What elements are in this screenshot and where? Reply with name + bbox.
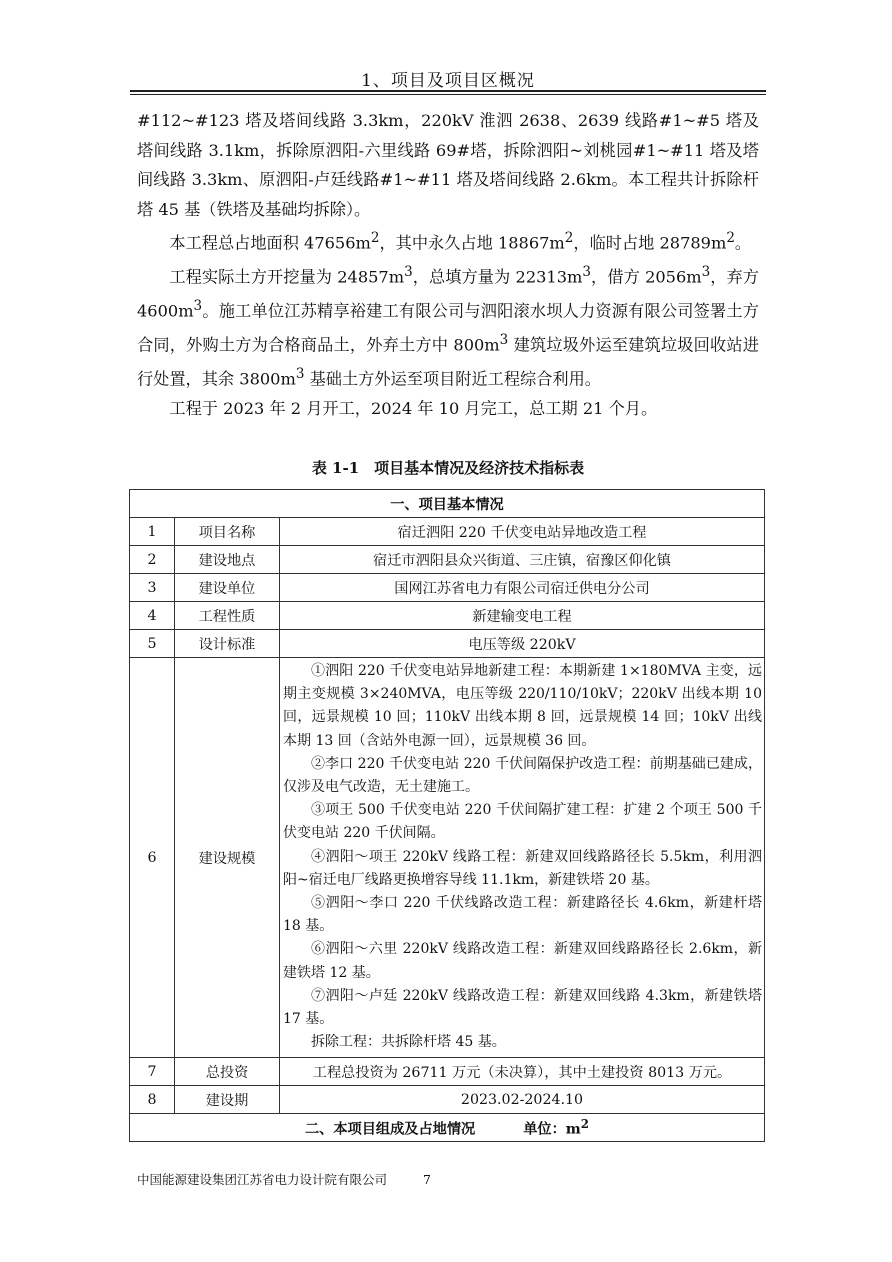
superscript: 2 <box>580 1117 590 1132</box>
row-label: 建设单位 <box>175 574 280 602</box>
text-span: ，弃方 4600m <box>137 267 759 321</box>
table-row <box>130 630 765 658</box>
project-info-table <box>129 489 765 1142</box>
scale-item: ⑥泗阳～六里 220kV 线路改造工程：新建双回线路路径长 2.6km，新建铁塔 12 基。 <box>283 941 762 981</box>
text-span: 建筑垃圾外运至建筑垃圾回收站进行处置，其余 3800m <box>137 335 759 389</box>
row-number: 3 <box>130 574 175 602</box>
row-label: 总投资 <box>175 1058 280 1086</box>
row-value: 新建输变电工程 <box>280 602 765 630</box>
text-span: 。 <box>734 233 752 253</box>
superscript: 2 <box>564 230 574 247</box>
row-number: 2 <box>130 546 175 574</box>
table-row <box>130 1058 765 1086</box>
row-label: 建设地点 <box>175 546 280 574</box>
superscript: 3 <box>701 264 711 281</box>
running-header: 1、项目及项目区概况 <box>361 71 535 91</box>
paragraph-demolition: #112~#123 塔及塔间线路 3.3km，220kV 淮泗 2638、2639 线路#1~#5 塔及塔间线路 3.1km，拆除原泗阳-六里线路 69#塔，拆除泗阳~刘桃园#1~#11 塔及塔间线路 3.3km、原泗阳-卢廷线路#1~#11 塔及塔间线路 2.6km。本工程共计拆除杆塔 45 基（铁塔及基础均拆除）。 <box>137 111 759 219</box>
row-label: 建设规模 <box>175 658 280 1058</box>
superscript: 3 <box>582 264 591 281</box>
scale-item: ②李口 220 千伏变电站 220 千伏间隔保护改造工程：前期基础已建成，仅涉及电气改造，无土建施工。 <box>283 755 762 796</box>
row-number: 6 <box>130 658 175 1058</box>
row-value: 宿迁市泗阳县众兴街道、三庄镇，宿豫区仰化镇 <box>280 546 765 574</box>
row-number: 7 <box>130 1058 175 1086</box>
table-row-construction-scale <box>130 658 765 1058</box>
table-section-header <box>130 490 765 518</box>
header-rule-thick <box>130 90 766 92</box>
table-row <box>130 602 765 630</box>
row-number: 4 <box>130 602 175 630</box>
scale-item: ④泗阳～项王 220kV 线路工程：新建双回线路路径长 5.5km，利用泗阳~宿迁电厂线路更换增容导线 11.1km，新建铁塔 20 基。 <box>283 848 762 888</box>
table-row <box>130 546 765 574</box>
superscript: 3 <box>193 298 203 315</box>
section-title <box>130 1114 765 1142</box>
page-number: 7 <box>423 1172 431 1187</box>
text-span: ，临时占地 28789m <box>573 233 727 253</box>
text-span: 工程实际土方开挖量为 24857m <box>169 267 405 287</box>
paragraph-schedule: 工程于 2023 年 2 月开工，2024 年 10 月完工，总工期 21 个月。 <box>169 399 658 419</box>
table-caption: 表 1-1 项目基本情况及经济技术指标表 <box>311 459 585 477</box>
superscript: 3 <box>404 264 413 281</box>
text-span: 基础土方外运至项目附近工程综合利用。 <box>304 369 601 389</box>
table-row <box>130 1086 765 1114</box>
row-number: 1 <box>130 518 175 546</box>
row-label: 设计标准 <box>175 630 280 658</box>
superscript: 2 <box>370 230 380 247</box>
scale-item: 拆除工程：共拆除杆塔 45 基。 <box>311 1034 506 1051</box>
superscript: 3 <box>499 332 509 349</box>
section-title: 一、项目基本情况 <box>130 490 765 518</box>
unit-label: 单位：m <box>523 1121 581 1138</box>
row-value: 国网江苏省电力有限公司宿迁供电分公司 <box>280 574 765 602</box>
table-row <box>130 518 765 546</box>
scale-item: ③项王 500 千伏变电站 220 千伏间隔扩建工程：扩建 2 个项王 500 千伏变电站 220 千伏间隔。 <box>283 802 762 842</box>
superscript: 2 <box>726 230 735 247</box>
paragraph-land-area <box>137 224 759 258</box>
row-number: 8 <box>130 1086 175 1114</box>
row-label: 工程性质 <box>175 602 280 630</box>
row-label: 建设期 <box>175 1086 280 1114</box>
row-value: 宿迁泗阳 220 千伏变电站异地改造工程 <box>280 518 765 546</box>
text-span: ，其中永久占地 18867m <box>379 233 565 253</box>
text-span: 。施工单位江苏精享裕建工有限公司与泗阳滚水坝人力资源有限公司签署土方合同，外购土方为合格商品土，外弃土方中 800m <box>137 301 759 355</box>
scale-item: ⑦泗阳～卢廷 220kV 线路改造工程：新建双回线路 4.3km，新建铁塔 17 基。 <box>283 987 762 1028</box>
footer-organization: 中国能源建设集团江苏省电力设计院有限公司 <box>137 1172 388 1187</box>
paragraph-earthwork <box>137 258 759 394</box>
table-row <box>130 574 765 602</box>
text-span: 本工程总占地面积 47656m <box>169 233 371 253</box>
table-section-header <box>130 1114 765 1142</box>
scale-item: ①泗阳 220 千伏变电站异地新建工程：本期新建 1×180MVA 主变，远期主变规模 3×240MVA，电压等级 220/110/10kV；220kV 出线本期 10 回，远景规模 10 回；110kV 出线本期 8 回，远景规模 14 回；10kV 出线本期 13 回（含站外电源一回），远景规模 36 回。 <box>283 663 762 749</box>
text-span: ，借方 2056m <box>590 267 702 287</box>
row-value: 电压等级 220kV <box>280 630 765 658</box>
page-footer <box>137 1170 431 1188</box>
row-value: 工程总投资为 26711 万元（未决算），其中土建投资 8013 万元。 <box>280 1058 765 1086</box>
row-number: 5 <box>130 630 175 658</box>
body-text <box>137 106 759 424</box>
row-label: 项目名称 <box>175 518 280 546</box>
header-rule-thin <box>130 94 766 95</box>
construction-scale-details <box>280 658 765 1058</box>
row-value: 2023.02-2024.10 <box>280 1086 765 1114</box>
text-span: ，总填方量为 22313m <box>412 267 583 287</box>
section-title-text: 二、本项目组成及占地情况 <box>304 1121 476 1138</box>
superscript: 3 <box>295 366 305 383</box>
scale-item: ⑤泗阳～李口 220 千伏线路改造工程：新建路径长 4.6km，新建杆塔 18 基。 <box>283 895 762 935</box>
